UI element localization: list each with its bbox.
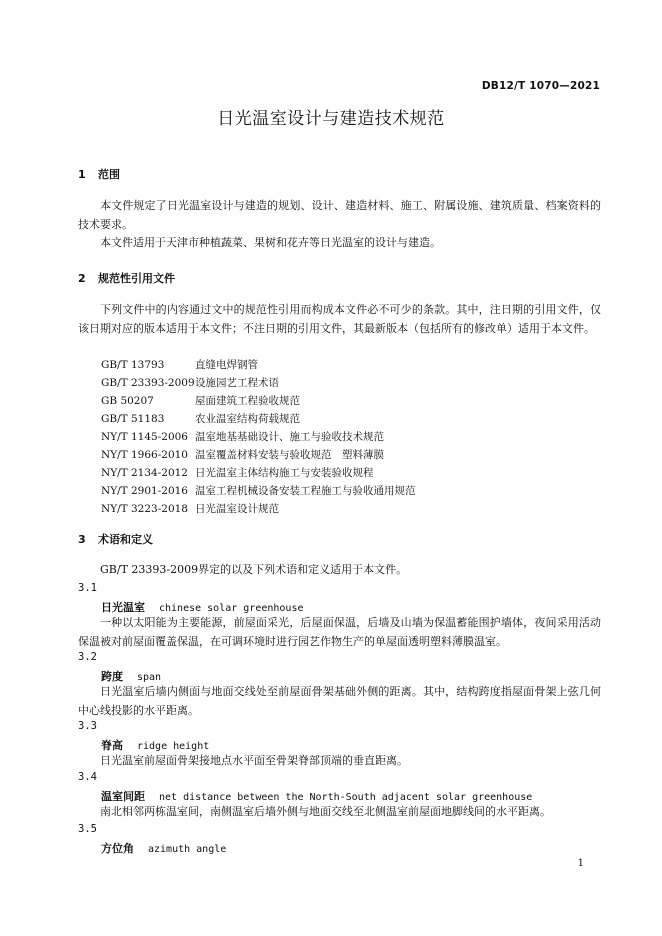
term-chinese: 温室间距 (101, 790, 145, 803)
reference-code: NY/T 2901-2016 (101, 485, 188, 497)
document-title: 日光温室设计与建造技术规范 (217, 109, 445, 129)
term-chinese: 方位角 (101, 842, 134, 855)
document-number: DB12/T 1070—2021 (481, 80, 600, 92)
term-definition: 日光温室前屋面骨架接地点水平面至骨架脊部顶端的垂直距离。 (100, 754, 408, 767)
reference-code: NY/T 3223-2018 (101, 503, 188, 515)
term-entry (101, 599, 304, 615)
reference-code: GB/T 13793 (101, 359, 165, 371)
section-number: 1 (78, 168, 86, 181)
section-heading-terms-and-definitions (78, 531, 153, 547)
clause-number: 3.2 (78, 651, 97, 663)
reference-title: 温室覆盖材料安装与验收规范 塑料薄膜 (195, 449, 384, 461)
paragraph: 本文件规定了日光温室设计与建造的规划、设计、建造材料、施工、附属设施、建筑质量、档案资料的技术要求。 (78, 199, 601, 231)
reference-item (101, 483, 416, 498)
paragraph: 本文件适用于天津市种植蔬菜、果树和花卉等日光温室的设计与建造。 (100, 236, 441, 249)
section-number: 3 (78, 533, 86, 546)
reference-item (101, 411, 300, 426)
term-english: ridge height (137, 741, 210, 752)
section-number: 2 (78, 272, 86, 285)
term-entry (101, 668, 161, 684)
paragraph: 下列文件中的内容通过文中的规范性引用而构成本文件必不可少的条款。其中，注日期的引用文件，仅该日期对应的版本适用于本文件；不注日期的引用文件，其最新版本（包括所有的修改单）适用于本文件。 (78, 303, 601, 335)
reference-code: GB/T 51183 (101, 413, 165, 425)
term-chinese: 脊高 (101, 739, 123, 752)
term-english: azimuth angle (148, 844, 227, 855)
term-english: chinese solar greenhouse (159, 603, 304, 614)
reference-item (101, 429, 384, 444)
reference-title: 日光温室主体结构施工与安装验收规程 (195, 467, 374, 479)
term-definition: 南北相邻两栋温室间，南侧温室后墙外侧与地面交线至北侧温室前屋面地脚线间的水平距离。 (100, 805, 551, 818)
reference-code: NY/T 1145-2006 (101, 431, 188, 443)
reference-title: 日光温室设计规范 (195, 503, 279, 515)
clause-number: 3.4 (78, 771, 97, 783)
term-entry (101, 788, 532, 804)
reference-code: NY/T 2134-2012 (101, 467, 188, 479)
section-heading-scope (78, 166, 120, 182)
reference-code: GB/T 23393-2009 (101, 377, 195, 389)
reference-title: 农业温室结构荷载规范 (195, 413, 300, 425)
term-chinese: 日光温室 (101, 601, 145, 614)
clause-number: 3.5 (78, 823, 97, 835)
section-title: 规范性引用文件 (98, 272, 175, 285)
reference-item (101, 393, 300, 408)
reference-code: GB 50207 (101, 395, 154, 407)
term-chinese: 跨度 (101, 670, 123, 683)
section-title: 范围 (98, 168, 120, 181)
reference-title: 温室地基基础设计、施工与验收技术规范 (195, 431, 384, 443)
reference-item (101, 357, 258, 372)
reference-item (101, 465, 374, 480)
term-definition: 一种以太阳能为主要能源，前屋面采光，后屋面保温，后墙及山墙为保温蓄能围护墙体，夜间采用活动保温被对前屋面覆盖保温，在可调环境时进行园艺作物生产的单屋面透明塑料薄膜温室。 (78, 616, 601, 648)
reference-code: NY/T 1966-2010 (101, 449, 188, 461)
section-title: 术语和定义 (98, 533, 153, 546)
term-english: net distance between the North-South adjacent solar greenhouse (159, 792, 533, 803)
reference-item (101, 375, 279, 390)
reference-title: 温室工程机械设备安装工程施工与验收通用规范 (195, 485, 416, 497)
reference-title: 设施园艺工程术语 (195, 377, 279, 389)
term-english: span (137, 672, 162, 683)
reference-title: 屋面建筑工程验收规范 (195, 395, 300, 407)
reference-item (101, 501, 279, 516)
clause-number: 3.3 (78, 720, 97, 732)
reference-item (101, 447, 384, 462)
page-number: 1 (577, 858, 584, 869)
reference-title: 直缝电焊钢管 (195, 359, 258, 371)
paragraph: GB/T 23393-2009界定的以及下列术语和定义适用于本文件。 (100, 563, 408, 576)
section-heading-normative-references (78, 270, 175, 286)
clause-number: 3.1 (78, 582, 97, 594)
term-entry (101, 840, 226, 856)
term-definition: 日光温室后墙内侧面与地面交线处至前屋面骨架基础外侧的距离。其中，结构跨度指屋面骨架上弦几何中心线投影的水平距离。 (78, 685, 601, 717)
term-entry (101, 737, 209, 753)
